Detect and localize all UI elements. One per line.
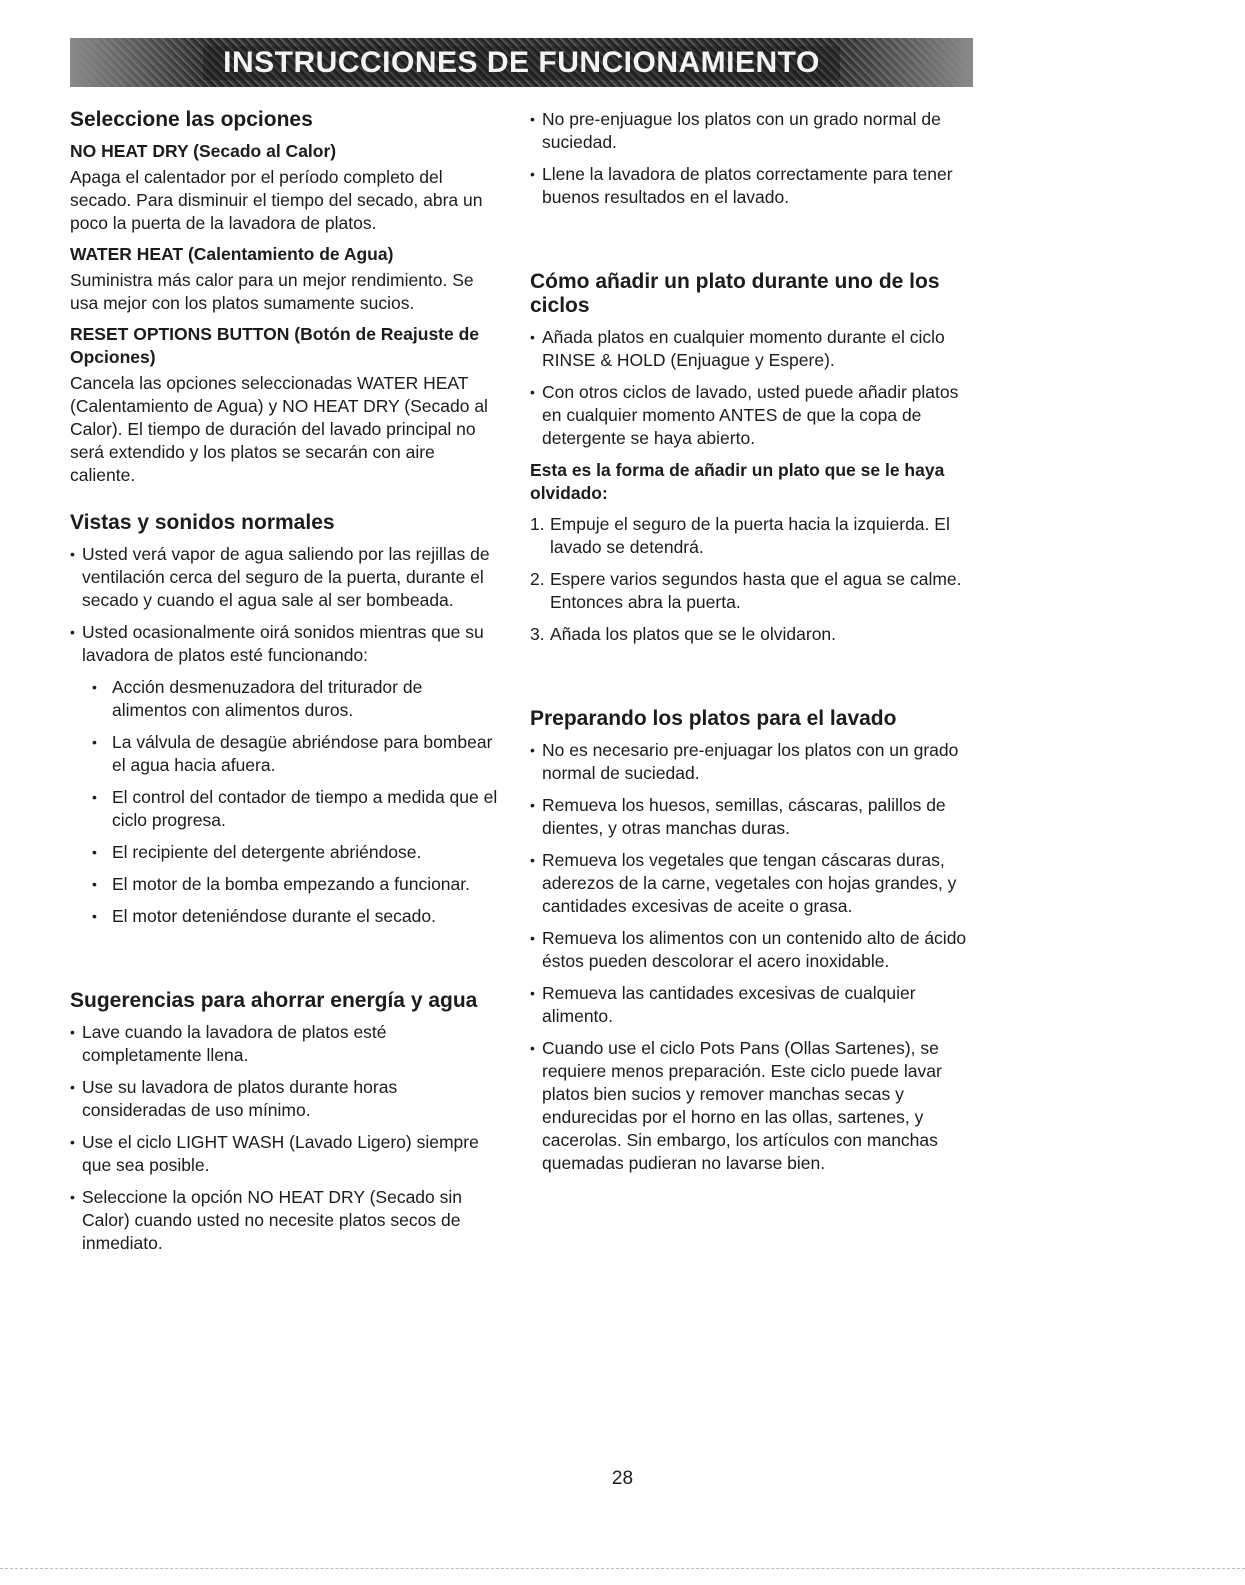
add-dish-heading: Cómo añadir un plato durante uno de los ciclos bbox=[530, 270, 940, 317]
pre-rinse-list bbox=[530, 108, 970, 209]
banner-title: INSTRUCCIONES DE FUNCIONAMIENTO bbox=[203, 46, 840, 80]
list-item: • Usted ocasionalmente oirá sonidos mientras que su lavadora de platos esté funcionando: bbox=[70, 621, 500, 667]
step-item bbox=[530, 568, 970, 614]
list-item: • Use su lavadora de platos durante horas consideradas de uso mínimo. bbox=[70, 1076, 500, 1122]
reset-options-text: Cancela las opciones seleccionadas WATER HEAT (Calentamiento de Agua) y NO HEAT DRY (Secado al Calor). El tiempo de duración del lavado principal no será extendido y los platos se secarán con aire caliente. bbox=[70, 373, 488, 485]
add-dish-list bbox=[530, 326, 970, 450]
preparing-dishes-list bbox=[530, 739, 970, 1175]
list-item: • Remueva los huesos, semillas, cáscaras, palillos de dientes, y otras manchas duras. bbox=[530, 794, 970, 840]
list-item: • Llene la lavadora de platos correctamente para tener buenos resultados en el lavado. bbox=[530, 163, 970, 209]
water-heat-heading: WATER HEAT (Calentamiento de Agua) bbox=[70, 244, 394, 264]
step-number: 1. bbox=[530, 514, 545, 534]
step-text: Añada los platos que se le olvidaron. bbox=[550, 624, 837, 644]
forgotten-dish-steps bbox=[530, 513, 970, 646]
list-item: • No es necesario pre-enjuagar los platos con un grado normal de suciedad. bbox=[530, 739, 970, 785]
step-number: 2. bbox=[530, 569, 545, 589]
page-number: 28 bbox=[611, 1468, 634, 1489]
list-item: • Remueva los vegetales que tengan cáscaras duras, aderezos de la carne, vegetales con hojas grandes, y cantidades excesivas de aceite o grasa. bbox=[530, 849, 970, 918]
water-heat-text: Suministra más calor para un mejor rendimiento. Se usa mejor con los platos sumamente sucios. bbox=[70, 270, 474, 313]
forgotten-dish-heading: Esta es la forma de añadir un plato que se le haya olvidado: bbox=[530, 460, 945, 503]
step-item bbox=[530, 513, 970, 559]
list-item: • Usted verá vapor de agua saliendo por las rejillas de ventilación cerca del seguro de la puerta, durante el secado y cuando el agua sale al ser bombeada. bbox=[70, 543, 500, 612]
sights-sounds-heading: Vistas y sonidos normales bbox=[70, 511, 335, 534]
list-item: • Remueva los alimentos con un contenido alto de ácido éstos pueden descolorar el acero inoxidable. bbox=[530, 927, 970, 973]
preparing-dishes-heading: Preparando los platos para el lavado bbox=[530, 707, 897, 730]
step-item bbox=[530, 623, 970, 646]
sights-sounds-list bbox=[70, 543, 500, 928]
sub-list-item: • La válvula de desagüe abriéndose para bombear el agua hacia afuera. bbox=[92, 731, 500, 777]
list-item: • Añada platos en cualquier momento durante el ciclo RINSE & HOLD (Enjuague y Espere). bbox=[530, 326, 970, 372]
sub-list-item: • El motor de la bomba empezando a funcionar. bbox=[92, 873, 500, 896]
right-column bbox=[530, 108, 970, 1184]
banner-fade-right bbox=[833, 38, 973, 87]
section-banner bbox=[70, 38, 973, 87]
list-item: • Con otros ciclos de lavado, usted puede añadir platos en cualquier momento ANTES de que la copa de detergente se haya abierto. bbox=[530, 381, 970, 450]
no-heat-dry-text: Apaga el calentador por el período completo del secado. Para disminuir el tiempo del secado, abra un poco la puerta de la lavadora de platos. bbox=[70, 167, 483, 233]
step-text: Espere varios segundos hasta que el agua se calme. Entonces abra la puerta. bbox=[550, 569, 962, 612]
reset-options-heading: RESET OPTIONS BUTTON (Botón de Reajuste de Opciones) bbox=[70, 324, 480, 367]
list-item: • Use el ciclo LIGHT WASH (Lavado Ligero) siempre que sea posible. bbox=[70, 1131, 500, 1177]
list-item: • Cuando use el ciclo Pots Pans (Ollas Sartenes), se requiere menos preparación. Este ciclo puede lavar platos bien sucios y remover manchas secas y endurecidas por el horno en las ollas, sartenes, y cacerolas. Sin embargo, los artículos con manchas quemadas pudieran no lavarse bien. bbox=[530, 1037, 970, 1175]
list-item: • Seleccione la opción NO HEAT DRY (Secado sin Calor) cuando usted no necesite platos secos de inmediato. bbox=[70, 1186, 500, 1255]
sub-list-item: • El control del contador de tiempo a medida que el ciclo progresa. bbox=[92, 786, 500, 832]
banner-fade-left bbox=[70, 38, 210, 87]
sub-list-item: • El recipiente del detergente abriéndose. bbox=[92, 841, 500, 864]
no-heat-dry-heading: NO HEAT DRY (Secado al Calor) bbox=[70, 141, 337, 161]
list-item: • No pre-enjuague los platos con un grado normal de suciedad. bbox=[530, 108, 970, 154]
step-text: Empuje el seguro de la puerta hacia la izquierda. El lavado se detendrá. bbox=[550, 514, 950, 557]
sub-list-item: • El motor deteniéndose durante el secado. bbox=[92, 905, 500, 928]
list-item: • Remueva las cantidades excesivas de cualquier alimento. bbox=[530, 982, 970, 1028]
left-column bbox=[70, 108, 500, 1264]
sub-list-item: • Acción desmenuzadora del triturador de alimentos con alimentos duros. bbox=[92, 676, 500, 722]
step-number: 3. bbox=[530, 624, 545, 644]
list-item: • Lave cuando la lavadora de platos esté completamente llena. bbox=[70, 1021, 500, 1067]
page-bottom-rule bbox=[0, 1568, 1245, 1569]
energy-saving-heading: Sugerencias para ahorrar energía y agua bbox=[70, 989, 478, 1012]
options-heading: Seleccione las opciones bbox=[70, 108, 313, 131]
energy-saving-list bbox=[70, 1021, 500, 1255]
